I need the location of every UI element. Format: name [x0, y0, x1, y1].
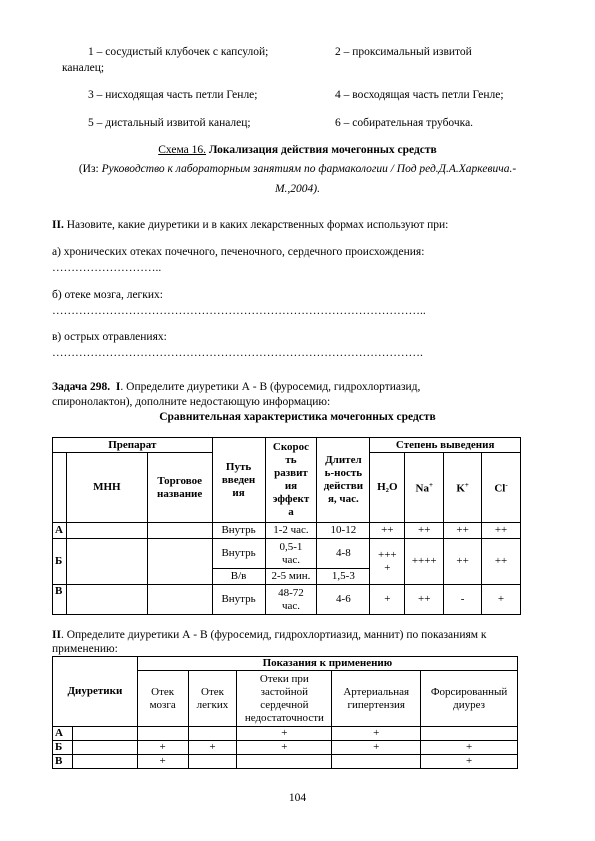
row-b-mnn — [66, 539, 147, 585]
ind-row-b-brain: + — [137, 741, 188, 755]
legend-item-6: 6 – собирательная трубочка. — [335, 117, 474, 129]
question-c-dots: ……………………………………………………………………………………. — [52, 347, 423, 359]
indications-table — [52, 656, 518, 769]
table-row-v — [53, 585, 521, 615]
header-heart-failure-edema: Отеки при застойной сердечной недостаточности — [237, 671, 332, 727]
legend-item-5: 5 – дистальный извитой каналец; — [88, 117, 251, 129]
question-b-dots: …………………………………………………………………………………….. — [52, 305, 426, 317]
row-v-na: ++ — [405, 585, 444, 615]
legend-item-1-cont: каналец; — [62, 62, 105, 74]
row-a-duration: 10-12 — [317, 523, 370, 539]
row-b-speed-1: 0,5-1 час. — [265, 539, 317, 569]
legend-item-1: 1 – сосудистый клубочек с капсулой; — [88, 46, 269, 58]
header-na: Na+ — [405, 453, 444, 523]
row-v-mnn — [66, 585, 147, 615]
table-row-a — [53, 523, 521, 539]
table-row — [53, 755, 518, 769]
row-b-duration-2: 1,5-3 — [317, 569, 370, 585]
row-b-k: ++ — [444, 539, 482, 585]
task-text-2: спиронолактон), дополните недостающую информацию: — [52, 396, 331, 408]
header-diuretics: Диуретики — [53, 657, 138, 727]
question-a: а) хронических отеках почечного, печеночного, сердечного происхождения: — [52, 246, 425, 258]
scheme-label: Схема 16. — [158, 144, 207, 156]
question-a-dots: ……………………….. — [52, 262, 162, 274]
row-a-route: Внутрь — [212, 523, 265, 539]
row-b-route-1: Внутрь — [212, 539, 265, 569]
row-a-speed: 1-2 час. — [265, 523, 317, 539]
table-row — [53, 741, 518, 755]
ind-row-v-heart — [237, 755, 332, 769]
row-v-route: Внутрь — [212, 585, 265, 615]
header-preparat: Препарат — [53, 438, 213, 453]
row-a-mnn — [66, 523, 147, 539]
task-label: Задача 298. — [52, 381, 111, 393]
ind-row-a-lung — [188, 727, 237, 741]
ind-row-v-brain: + — [137, 755, 188, 769]
row-b-duration-1: 4-8 — [317, 539, 370, 569]
ind-row-b-heart: + — [237, 741, 332, 755]
task-text-1: . Определите диуретики А - В (фуросемид, гидрохлортиазид, — [120, 381, 421, 393]
source-prefix: (Из: — [78, 163, 102, 175]
header-k: K+ — [444, 453, 482, 523]
header-indications: Показания к применению — [137, 657, 517, 671]
row-v-trade — [147, 585, 212, 615]
legend-item-4: 4 – восходящая часть петли Генле; — [335, 89, 504, 101]
header-brain-edema: Отек мозга — [137, 671, 188, 727]
row-v-label: В — [53, 585, 67, 615]
legend-item-2: 2 – проксимальный извитой — [335, 46, 472, 58]
ind-row-b-forced: + — [421, 741, 518, 755]
row-v-cl: + — [482, 585, 521, 615]
row-a-trade — [147, 523, 212, 539]
row-v-h2o: + — [370, 585, 405, 615]
part-2-text-2: применению: — [52, 643, 118, 655]
ind-row-a-heart: + — [237, 727, 332, 741]
row-b-trade — [147, 539, 212, 585]
row-a-na: ++ — [405, 523, 444, 539]
diuretics-comparison-table — [52, 437, 521, 615]
table-1-title: Сравнительная характеристика мочегонных средств — [159, 411, 436, 423]
ind-row-b-blank — [72, 741, 137, 755]
question-b: б) отеке мозга, легких: — [52, 289, 163, 301]
row-b-route-2: В/в — [212, 569, 265, 585]
row-a-label: А — [53, 523, 67, 539]
ind-row-b-hypertension: + — [332, 741, 421, 755]
header-trade-name: Торговое название — [147, 453, 212, 523]
header-h2o: H₂O — [370, 453, 405, 523]
ind-row-a-label: А — [53, 727, 73, 741]
header-blank — [53, 453, 67, 523]
ind-row-b-lung: + — [188, 741, 237, 755]
task-line-1 — [52, 381, 420, 393]
table-row — [53, 727, 518, 741]
ind-row-a-blank — [72, 727, 137, 741]
row-v-duration: 4-6 — [317, 585, 370, 615]
header-route: Путь введен ия — [212, 438, 265, 523]
row-b-speed-2: 2-5 мин. — [265, 569, 317, 585]
row-a-h2o: ++ — [370, 523, 405, 539]
row-v-k: - — [444, 585, 482, 615]
source-text-2: М.,2004). — [274, 183, 321, 195]
ind-row-b-label: Б — [53, 741, 73, 755]
ind-row-v-lung — [188, 755, 237, 769]
scheme-title: Локализация действия мочегонных средств — [208, 144, 437, 156]
ind-row-a-hypertension: + — [332, 727, 421, 741]
section-2-roman: II. — [52, 219, 64, 231]
row-b-label: Б — [53, 539, 67, 585]
row-a-k: ++ — [444, 523, 482, 539]
part-2-roman: II — [52, 629, 61, 641]
ind-row-a-brain — [137, 727, 188, 741]
ind-row-v-blank — [72, 755, 137, 769]
scheme-caption — [0, 144, 595, 156]
header-forced-diuresis: Форсированный диурез — [421, 671, 518, 727]
scheme-source — [0, 163, 595, 175]
part-2-text-1: . Определите диуретики А - В (фуросемид, гидрохлортиазид, маннит) по показаниям к — [60, 629, 487, 641]
header-hypertension: Артериальная гипертензия — [332, 671, 421, 727]
table-row-b — [53, 539, 521, 569]
question-c: в) острых отравлениях: — [52, 331, 167, 343]
header-lung-edema: Отек легких — [188, 671, 237, 727]
ind-row-a-forced — [421, 727, 518, 741]
ind-row-v-forced: + — [421, 755, 518, 769]
row-b-h2o: +++ + — [370, 539, 405, 585]
header-cl: Cl- — [482, 453, 521, 523]
section-2-question — [52, 219, 448, 231]
task-roman: I — [115, 381, 121, 393]
part-2-line-1 — [52, 629, 487, 641]
row-b-cl: ++ — [482, 539, 521, 585]
header-duration: Длител ь-ность действи я, час. — [317, 438, 370, 523]
page-number: 104 — [288, 792, 307, 804]
ind-row-v-hypertension — [332, 755, 421, 769]
header-mnn: МНН — [66, 453, 147, 523]
ind-row-v-label: В — [53, 755, 73, 769]
legend-item-3: 3 – нисходящая часть петли Генле; — [88, 89, 258, 101]
section-2-text: Назовите, какие диуретики и в каких лекарственных формах используют при: — [66, 219, 449, 231]
header-degree: Степень выведения — [370, 438, 521, 453]
header-speed: Скорос ть развит ия эффект а — [265, 438, 317, 523]
source-text-1: Руководство к лабораторным занятиям по фармакологии / Под ред.Д.А.Харкевича.- — [101, 163, 517, 175]
row-a-cl: ++ — [482, 523, 521, 539]
row-v-speed: 48-72 час. — [265, 585, 317, 615]
row-b-na: ++++ — [405, 539, 444, 585]
